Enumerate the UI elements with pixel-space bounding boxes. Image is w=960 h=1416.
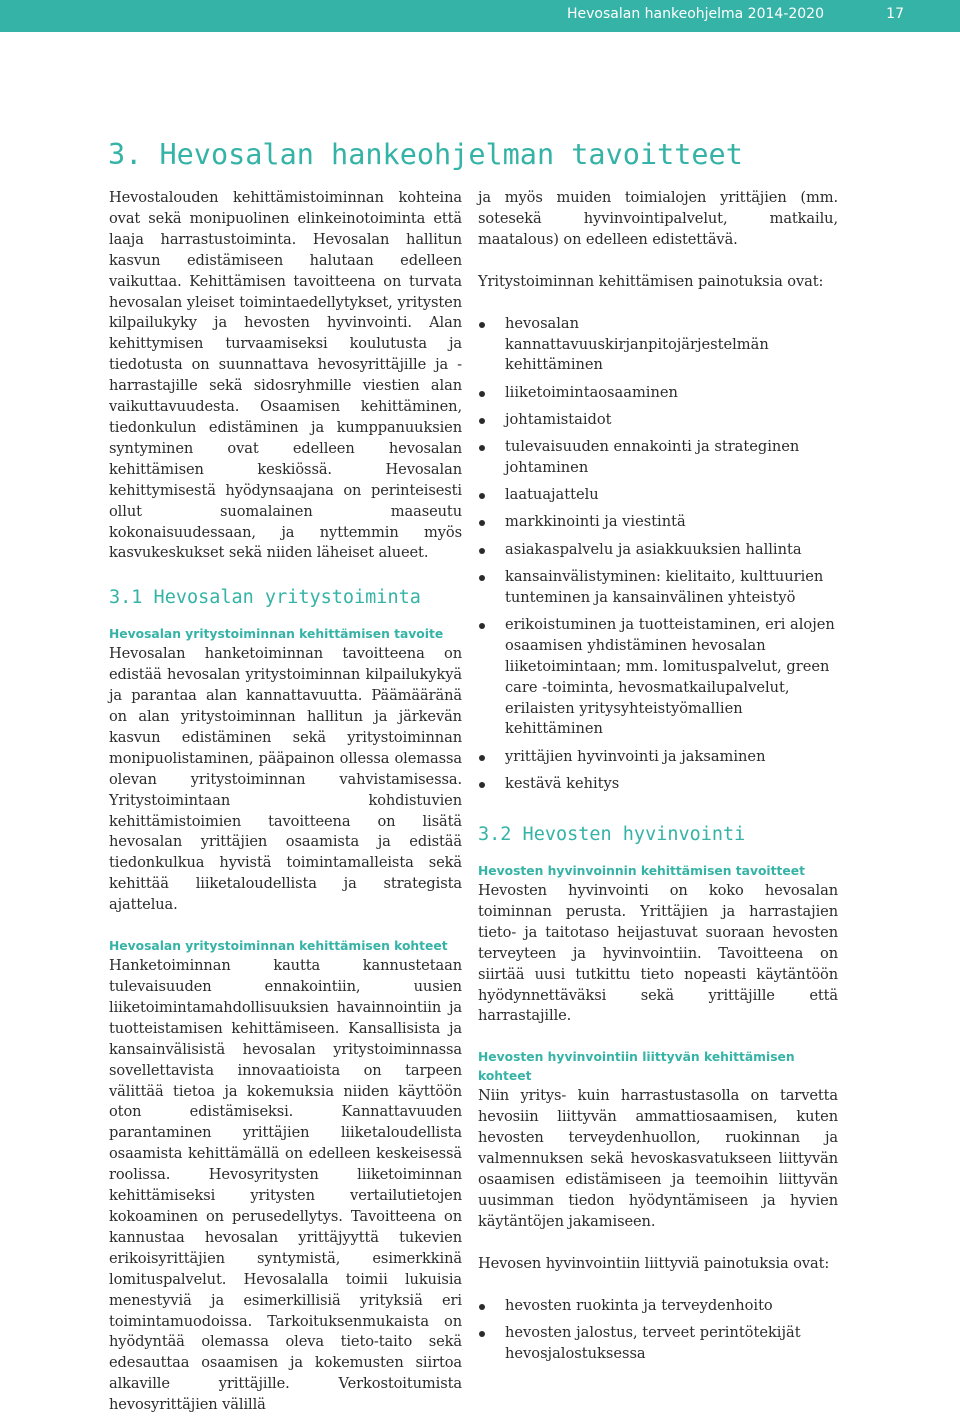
- list-item: yrittäjien hyvinvointi ja jaksaminen: [478, 747, 838, 768]
- welfare-emphasis-intro: Hevosen hyvinvointiin liittyviä painotuksia ovat:: [478, 1254, 830, 1272]
- welfare-goals-heading: Hevosten hyvinvoinnin kehittämisen tavoitteet: [478, 864, 805, 879]
- list-item: laatuajattelu: [478, 485, 838, 506]
- list-item: kansainvälistyminen: kielitaito, kulttuurien tunteminen ja kansainvälinen yhteistyö: [478, 567, 838, 609]
- goal-paragraph: Hevosalan hanketoiminnan tavoitteena on edistää hevosalan yritystoiminnan kilpailukykyä ja parantaa alan kannattavuutta. Päämääränä on alan yritystoiminnan hallitun ja järkevän kasvun edistäminen sekä yritystoiminnan monipuolistaminen, pääpainon ollessa olemassa olevan yritystoiminnan vahvistamisessa. Yritystoimintaan kohdistuvien kehittämistoimien tavoitteena on lisätä hevosalan yrittäjien osaamista ja edistää tiedonkulkua hyvistä toimintamalleista sekä kehittää liiketaloudellista ja strategista ajattelua.: [109, 645, 462, 914]
- welfare-targets-paragraph: Niin yritys- kuin harrastustasolla on tarvetta hevosiin liittyvän ammattiosaamisen, kuten hevosten terveydenhuollon, ruokinnan ja valmennuksen sekä hevoskasvatukseen liittyvän osaamisen edistämiseen ja teemoihin liittyvän uusimman tiedon hyödyntämiseen ja hyvien käytäntöjen jakamiseen.: [478, 1087, 838, 1230]
- list-item: liiketoimintaosaaminen: [478, 383, 838, 404]
- targets-heading: Hevosalan yritystoiminnan kehittämisen kohteet: [109, 939, 448, 954]
- welfare-emphasis-list: [478, 1296, 838, 1365]
- list-item: johtamistaidot: [478, 410, 838, 431]
- welfare-goals-paragraph: Hevosten hyvinvointi on koko hevosalan toiminnan perusta. Yrittäjien ja harrastajien tieto- ja taitotaso heijastuvat suoraan hevosten terveyteen ja hyvinvointiin. Tavoitteena on siirtää uusi tutkittu tieto nopeasti käytäntöön hyödynnettäväksi sekä yrittäjille että harrastajille.: [478, 882, 838, 1025]
- section-heading-3-1: 3.1 Hevosalan yritystoiminta: [109, 587, 421, 609]
- list-item: tulevaisuuden ennakointi ja strateginen johtaminen: [478, 437, 838, 479]
- list-item: kestävä kehitys: [478, 774, 838, 795]
- section-heading-3-2: 3.2 Hevosten hyvinvointi: [478, 824, 746, 846]
- list-item: hevosalan kannattavuuskirjanpitojärjestelmän kehittäminen: [478, 314, 838, 377]
- list-item: erikoistuminen ja tuotteistaminen, eri alojen osaamisen yhdistäminen hevosalan liiketoimintaan; mm. lomituspalvelut, green care -toiminta, hevosmatkailupalvelut, erilaisten yritysyhteistyömallien kehittäminen: [478, 615, 838, 740]
- page-number: 17: [886, 6, 904, 22]
- welfare-targets-heading: Hevosten hyvinvointiin liittyvän kehittämisen kohteet: [478, 1050, 795, 1084]
- header-bar: [0, 0, 960, 32]
- list-item: hevosten ruokinta ja terveydenhoito: [478, 1296, 838, 1317]
- emphasis-intro: Yritystoiminnan kehittämisen painotuksia ovat:: [478, 272, 824, 290]
- list-item: markkinointi ja viestintä: [478, 512, 838, 533]
- list-item: asiakaspalvelu ja asiakkuuksien hallinta: [478, 540, 838, 561]
- right-column: [478, 188, 838, 1371]
- chapter-title: 3. Hevosalan hankeohjelman tavoitteet: [108, 138, 743, 171]
- goal-heading: Hevosalan yritystoiminnan kehittämisen tavoite: [109, 627, 444, 642]
- running-header-title: Hevosalan hankeohjelma 2014-2020: [566, 6, 824, 22]
- left-column: [109, 188, 462, 1416]
- list-item: hevosten jalostus, terveet perintötekijät hevosjalostuksessa: [478, 1323, 838, 1365]
- targets-paragraph: Hanketoiminnan kautta kannustetaan tulevaisuuden ennakointiin, uusien liiketoimintamahdollisuuksien havainnointiin ja tuotteistamisen kehittämiseen. Kansallisista ja kansainvälisistä hevosalan yritystoiminnassa sovellettavista innovaatioista on tarpeen välittää tietoa ja kokemuksia niiden käyttöön oton edistämiseksi. Kannattavuuden parantaminen yrittäjien liiketaloudellista osaamista kehittämällä on edelleen keskeisessä roolissa. Hevosyritysten liiketoiminnan kehittämiseksi yritysten vertailutietojen kokoaminen on perusedellytys. Tavoitteena on kannustaa hevosalan yrittäjyyttä tukevien erikoisyrittäjien syntymistä, esimerkkinä lomituspalvelut. Hevosalalla toimii lukuisia menestyviä ja esimerkillisiä yrityksiä eri toimintamuodoissa. Tarkoituksenmukaista on hyödyntää olemassa oleva tieto-taito sekä edesauttaa osaamisen ja kokemusten siirtoa alkaville yrittäjille. Verkostoitumista hevosyrittäjien välillä: [109, 957, 462, 1414]
- intro-paragraph: Hevostalouden kehittämistoiminnan kohteina ovat sekä monipuolinen elinkeinotoiminta että laaja harrastustoiminta. Hevosalan hallitun kasvun edistämiseen halutaan edelleen vaikuttaa. Kehittämisen tavoitteena on turvata hevosalan yleiset toimintaedellytykset, yritysten kilpailukyky ja hevosten hyvinvointi. Alan kehittymisen turvaamiseksi koulutusta ja tiedotusta on suunnattava hevosyrittäjille ja -harrastajille sekä sidosryhmille viestien alan vaikuttavuudesta. Osaamisen kehittäminen, tiedonkulun edistäminen ja kumppanuuksien syntyminen ovat edelleen hevosalan kehittämisen keskiössä. Hevosalan kehittymisestä hyödynsaajana on perinteisesti ollut suomalainen maaseutu kokonaisuudessaan, ja nyttemmin myös kasvukeskukset sekä niiden läheiset alueet.: [109, 189, 462, 562]
- business-emphasis-list: [478, 314, 838, 795]
- continuation-paragraph: ja myös muiden toimialojen yrittäjien (mm. sotesekä hyvinvointipalvelut, matkailu, maatalous) on edelleen edistettävä.: [478, 189, 838, 248]
